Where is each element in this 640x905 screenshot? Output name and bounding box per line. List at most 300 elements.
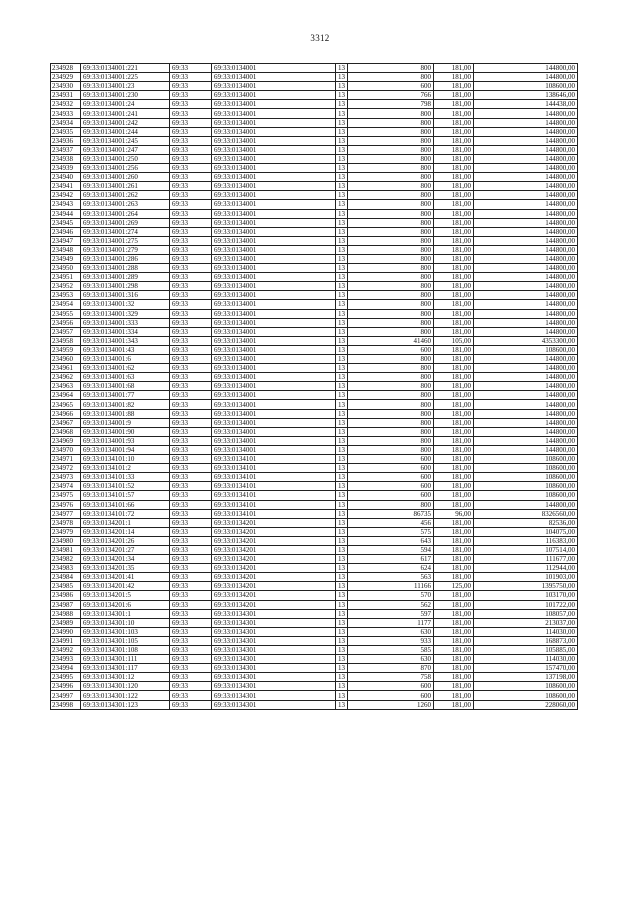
value-cell: 104075,00 — [474, 527, 578, 536]
category-code: 13 — [336, 500, 348, 509]
cadastral-number: 69:33:0134001:77 — [81, 391, 170, 400]
table-row — [51, 318, 578, 327]
table-row — [51, 391, 578, 400]
row-number: 234964 — [51, 391, 81, 400]
table-row — [51, 364, 578, 373]
cadastral-number: 69:33:0134001:286 — [81, 254, 170, 263]
category-code: 13 — [336, 327, 348, 336]
cadastral-quarter: 69:33:0134301 — [212, 646, 336, 655]
cadastral-number: 69:33:0134001:343 — [81, 336, 170, 345]
cadastral-quarter: 69:33:0134001 — [212, 409, 336, 418]
value-cell: 114030,00 — [474, 655, 578, 664]
region-code: 69:33 — [170, 227, 212, 236]
region-code: 69:33 — [170, 100, 212, 109]
cadastral-quarter: 69:33:0134101 — [212, 464, 336, 473]
table-row — [51, 482, 578, 491]
value-cell: 4353300,00 — [474, 336, 578, 345]
category-code: 13 — [336, 600, 348, 609]
table-row — [51, 254, 578, 263]
row-number: 234943 — [51, 200, 81, 209]
region-code: 69:33 — [170, 182, 212, 191]
value-cell: 144800,00 — [474, 109, 578, 118]
region-code: 69:33 — [170, 318, 212, 327]
area-cell: 800 — [348, 236, 434, 245]
rate-cell: 181,00 — [434, 109, 474, 118]
region-code: 69:33 — [170, 164, 212, 173]
row-number: 234967 — [51, 418, 81, 427]
value-cell: 144800,00 — [474, 373, 578, 382]
row-number: 234984 — [51, 573, 81, 582]
value-cell: 144800,00 — [474, 200, 578, 209]
row-number: 234944 — [51, 209, 81, 218]
value-cell: 112944,00 — [474, 564, 578, 573]
cadastral-quarter: 69:33:0134101 — [212, 473, 336, 482]
category-code: 13 — [336, 591, 348, 600]
rate-cell: 181,00 — [434, 173, 474, 182]
cadastral-quarter: 69:33:0134301 — [212, 655, 336, 664]
row-number: 234936 — [51, 136, 81, 145]
value-cell: 108600,00 — [474, 464, 578, 473]
cadastral-quarter: 69:33:0134201 — [212, 545, 336, 554]
region-code: 69:33 — [170, 600, 212, 609]
category-code: 13 — [336, 191, 348, 200]
cadastral-quarter: 69:33:0134001 — [212, 64, 336, 73]
rate-cell: 181,00 — [434, 491, 474, 500]
category-code: 13 — [336, 445, 348, 454]
area-cell: 600 — [348, 464, 434, 473]
value-cell: 144800,00 — [474, 409, 578, 418]
region-code: 69:33 — [170, 427, 212, 436]
area-cell: 600 — [348, 455, 434, 464]
cadastral-number: 69:33:0134001:333 — [81, 318, 170, 327]
value-cell: 144438,00 — [474, 100, 578, 109]
region-code: 69:33 — [170, 91, 212, 100]
cadastral-number: 69:33:0134301:111 — [81, 655, 170, 664]
row-number: 234983 — [51, 564, 81, 573]
cadastral-quarter: 69:33:0134101 — [212, 455, 336, 464]
table-row — [51, 118, 578, 127]
category-code: 13 — [336, 382, 348, 391]
region-code: 69:33 — [170, 236, 212, 245]
category-code: 13 — [336, 264, 348, 273]
table-row — [51, 473, 578, 482]
row-number: 234952 — [51, 282, 81, 291]
cadastral-number: 69:33:0134001:63 — [81, 373, 170, 382]
area-cell: 800 — [348, 427, 434, 436]
rate-cell: 181,00 — [434, 664, 474, 673]
area-cell: 800 — [348, 154, 434, 163]
row-number: 234965 — [51, 400, 81, 409]
area-cell: 800 — [348, 418, 434, 427]
table-row — [51, 636, 578, 645]
cadastral-number: 69:33:0134301:120 — [81, 682, 170, 691]
cadastral-number: 69:33:0134101:52 — [81, 482, 170, 491]
rate-cell: 181,00 — [434, 82, 474, 91]
region-code: 69:33 — [170, 400, 212, 409]
rate-cell: 181,00 — [434, 436, 474, 445]
region-code: 69:33 — [170, 364, 212, 373]
cadastral-number: 69:33:0134001:264 — [81, 209, 170, 218]
cadastral-number: 69:33:0134001:261 — [81, 182, 170, 191]
row-number: 234946 — [51, 227, 81, 236]
area-cell: 870 — [348, 664, 434, 673]
cadastral-number: 69:33:0134001:329 — [81, 309, 170, 318]
area-cell: 800 — [348, 364, 434, 373]
value-cell: 105885,00 — [474, 646, 578, 655]
area-cell: 798 — [348, 100, 434, 109]
region-code: 69:33 — [170, 145, 212, 154]
table-row — [51, 646, 578, 655]
row-number: 234958 — [51, 336, 81, 345]
table-row — [51, 264, 578, 273]
table-row — [51, 409, 578, 418]
rate-cell: 181,00 — [434, 655, 474, 664]
table-row — [51, 282, 578, 291]
row-number: 234928 — [51, 64, 81, 73]
row-number: 234989 — [51, 618, 81, 627]
row-number: 234949 — [51, 254, 81, 263]
rate-cell: 181,00 — [434, 355, 474, 364]
rate-cell: 181,00 — [434, 136, 474, 145]
value-cell: 213037,00 — [474, 618, 578, 627]
area-cell: 933 — [348, 636, 434, 645]
value-cell: 144800,00 — [474, 264, 578, 273]
region-code: 69:33 — [170, 373, 212, 382]
region-code: 69:33 — [170, 409, 212, 418]
table-row — [51, 627, 578, 636]
table-row — [51, 373, 578, 382]
table-row — [51, 518, 578, 527]
category-code: 13 — [336, 209, 348, 218]
value-cell: 144800,00 — [474, 282, 578, 291]
cadastral-number: 69:33:0134001:334 — [81, 327, 170, 336]
cadastral-quarter: 69:33:0134101 — [212, 482, 336, 491]
cadastral-number: 69:33:0134001:269 — [81, 218, 170, 227]
row-number: 234996 — [51, 682, 81, 691]
value-cell: 144800,00 — [474, 318, 578, 327]
cadastral-number: 69:33:0134001:9 — [81, 418, 170, 427]
row-number: 234955 — [51, 309, 81, 318]
cadastral-quarter: 69:33:0134301 — [212, 636, 336, 645]
row-number: 234985 — [51, 582, 81, 591]
rate-cell: 181,00 — [434, 636, 474, 645]
value-cell: 108600,00 — [474, 82, 578, 91]
region-code: 69:33 — [170, 245, 212, 254]
category-code: 13 — [336, 400, 348, 409]
rate-cell: 96,00 — [434, 509, 474, 518]
category-code: 13 — [336, 173, 348, 182]
category-code: 13 — [336, 318, 348, 327]
value-cell: 1395750,00 — [474, 582, 578, 591]
cadastral-quarter: 69:33:0134201 — [212, 600, 336, 609]
area-cell: 800 — [348, 64, 434, 73]
rate-cell: 181,00 — [434, 564, 474, 573]
category-code: 13 — [336, 64, 348, 73]
cadastral-quarter: 69:33:0134101 — [212, 491, 336, 500]
category-code: 13 — [336, 236, 348, 245]
cadastral-quarter: 69:33:0134201 — [212, 518, 336, 527]
region-code: 69:33 — [170, 545, 212, 554]
category-code: 13 — [336, 564, 348, 573]
cadastral-quarter: 69:33:0134301 — [212, 673, 336, 682]
area-cell: 800 — [348, 382, 434, 391]
region-code: 69:33 — [170, 555, 212, 564]
area-cell: 624 — [348, 564, 434, 573]
area-cell: 800 — [348, 218, 434, 227]
cadastral-number: 69:33:0134001:279 — [81, 245, 170, 254]
row-number: 234959 — [51, 345, 81, 354]
rate-cell: 105,00 — [434, 336, 474, 345]
cadastral-quarter: 69:33:0134001 — [212, 327, 336, 336]
area-cell: 1260 — [348, 700, 434, 709]
category-code: 13 — [336, 509, 348, 518]
table-row — [51, 154, 578, 163]
area-cell: 456 — [348, 518, 434, 527]
table-row — [51, 418, 578, 427]
rate-cell: 125,00 — [434, 582, 474, 591]
area-cell: 800 — [348, 373, 434, 382]
cadastral-quarter: 69:33:0134001 — [212, 373, 336, 382]
cadastral-number: 69:33:0134001:242 — [81, 118, 170, 127]
table-row — [51, 136, 578, 145]
category-code: 13 — [336, 582, 348, 591]
table-row — [51, 382, 578, 391]
region-code: 69:33 — [170, 282, 212, 291]
category-code: 13 — [336, 436, 348, 445]
cadastral-quarter: 69:33:0134001 — [212, 182, 336, 191]
cadastral-quarter: 69:33:0134001 — [212, 264, 336, 273]
cadastral-quarter: 69:33:0134001 — [212, 245, 336, 254]
cadastral-number: 69:33:0134001:68 — [81, 382, 170, 391]
cadastral-quarter: 69:33:0134201 — [212, 527, 336, 536]
table-row — [51, 536, 578, 545]
region-code: 69:33 — [170, 573, 212, 582]
value-cell: 144800,00 — [474, 427, 578, 436]
region-code: 69:33 — [170, 382, 212, 391]
table-row — [51, 182, 578, 191]
row-number: 234951 — [51, 273, 81, 282]
rate-cell: 181,00 — [434, 482, 474, 491]
cadastral-number: 69:33:0134001:274 — [81, 227, 170, 236]
row-number: 234979 — [51, 527, 81, 536]
value-cell: 108600,00 — [474, 473, 578, 482]
category-code: 13 — [336, 545, 348, 554]
category-code: 13 — [336, 309, 348, 318]
value-cell: 144800,00 — [474, 273, 578, 282]
rate-cell: 181,00 — [434, 164, 474, 173]
table-row — [51, 609, 578, 618]
table-row — [51, 191, 578, 200]
area-cell: 800 — [348, 500, 434, 509]
value-cell: 82536,00 — [474, 518, 578, 527]
cadastral-quarter: 69:33:0134001 — [212, 345, 336, 354]
region-code: 69:33 — [170, 455, 212, 464]
value-cell: 144800,00 — [474, 364, 578, 373]
table-row — [51, 127, 578, 136]
area-cell: 575 — [348, 527, 434, 536]
area-cell: 562 — [348, 600, 434, 609]
category-code: 13 — [336, 536, 348, 545]
cadastral-number: 69:33:0134101:2 — [81, 464, 170, 473]
cadastral-quarter: 69:33:0134101 — [212, 509, 336, 518]
rate-cell: 181,00 — [434, 445, 474, 454]
cadastral-quarter: 69:33:0134001 — [212, 382, 336, 391]
row-number: 234988 — [51, 609, 81, 618]
cadastral-quarter: 69:33:0134001 — [212, 118, 336, 127]
cadastral-number: 69:33:0134201:42 — [81, 582, 170, 591]
value-cell: 144800,00 — [474, 309, 578, 318]
value-cell: 108600,00 — [474, 345, 578, 354]
value-cell: 138646,00 — [474, 91, 578, 100]
value-cell: 107514,00 — [474, 545, 578, 554]
region-code: 69:33 — [170, 82, 212, 91]
row-number: 234970 — [51, 445, 81, 454]
cadastral-quarter: 69:33:0134001 — [212, 209, 336, 218]
category-code: 13 — [336, 109, 348, 118]
category-code: 13 — [336, 527, 348, 536]
value-cell: 111677,00 — [474, 555, 578, 564]
area-cell: 800 — [348, 391, 434, 400]
area-cell: 800 — [348, 409, 434, 418]
rate-cell: 181,00 — [434, 345, 474, 354]
rate-cell: 181,00 — [434, 609, 474, 618]
value-cell: 108600,00 — [474, 491, 578, 500]
region-code: 69:33 — [170, 291, 212, 300]
rate-cell: 181,00 — [434, 627, 474, 636]
cadastral-quarter: 69:33:0134001 — [212, 236, 336, 245]
region-code: 69:33 — [170, 464, 212, 473]
cadastral-quarter: 69:33:0134001 — [212, 427, 336, 436]
category-code: 13 — [336, 336, 348, 345]
area-cell: 766 — [348, 91, 434, 100]
category-code: 13 — [336, 300, 348, 309]
category-code: 13 — [336, 464, 348, 473]
region-code: 69:33 — [170, 345, 212, 354]
row-number: 234982 — [51, 555, 81, 564]
value-cell: 144800,00 — [474, 327, 578, 336]
cadastral-number: 69:33:0134101:72 — [81, 509, 170, 518]
area-cell: 600 — [348, 82, 434, 91]
region-code: 69:33 — [170, 445, 212, 454]
table-row — [51, 573, 578, 582]
category-code: 13 — [336, 691, 348, 700]
value-cell: 144800,00 — [474, 154, 578, 163]
table-row — [51, 218, 578, 227]
table-row — [51, 591, 578, 600]
category-code: 13 — [336, 136, 348, 145]
area-cell: 800 — [348, 191, 434, 200]
cadastral-number: 69:33:0134001:247 — [81, 145, 170, 154]
category-code: 13 — [336, 682, 348, 691]
region-code: 69:33 — [170, 673, 212, 682]
category-code: 13 — [336, 455, 348, 464]
category-code: 13 — [336, 573, 348, 582]
value-cell: 114030,00 — [474, 627, 578, 636]
cadastral-number: 69:33:0134201:1 — [81, 518, 170, 527]
category-code: 13 — [336, 82, 348, 91]
region-code: 69:33 — [170, 564, 212, 573]
region-code: 69:33 — [170, 273, 212, 282]
area-cell: 600 — [348, 691, 434, 700]
region-code: 69:33 — [170, 500, 212, 509]
row-number: 234930 — [51, 82, 81, 91]
cadastral-number: 69:33:0134001:90 — [81, 427, 170, 436]
value-cell: 144800,00 — [474, 227, 578, 236]
table-row — [51, 445, 578, 454]
value-cell: 144800,00 — [474, 127, 578, 136]
region-code: 69:33 — [170, 118, 212, 127]
row-number: 234990 — [51, 627, 81, 636]
table-row — [51, 145, 578, 154]
table-row — [51, 655, 578, 664]
category-code: 13 — [336, 473, 348, 482]
value-cell: 103170,00 — [474, 591, 578, 600]
cadastral-quarter: 69:33:0134001 — [212, 91, 336, 100]
category-code: 13 — [336, 482, 348, 491]
rate-cell: 181,00 — [434, 418, 474, 427]
cadastral-quarter: 69:33:0134001 — [212, 218, 336, 227]
cadastral-quarter: 69:33:0134201 — [212, 564, 336, 573]
rate-cell: 181,00 — [434, 527, 474, 536]
rate-cell: 181,00 — [434, 127, 474, 136]
cadastral-number: 69:33:0134201:27 — [81, 545, 170, 554]
rate-cell: 181,00 — [434, 264, 474, 273]
value-cell: 108600,00 — [474, 482, 578, 491]
table-row — [51, 73, 578, 82]
region-code: 69:33 — [170, 418, 212, 427]
cadastral-quarter: 69:33:0134201 — [212, 536, 336, 545]
region-code: 69:33 — [170, 391, 212, 400]
rate-cell: 181,00 — [434, 154, 474, 163]
table-row — [51, 109, 578, 118]
cadastral-number: 69:33:0134301:10 — [81, 618, 170, 627]
area-cell: 617 — [348, 555, 434, 564]
cadastral-number: 69:33:0134001:6 — [81, 355, 170, 364]
cadastral-number: 69:33:0134001:260 — [81, 173, 170, 182]
category-code: 13 — [336, 164, 348, 173]
rate-cell: 181,00 — [434, 409, 474, 418]
area-cell: 800 — [348, 309, 434, 318]
cadastral-quarter: 69:33:0134001 — [212, 273, 336, 282]
area-cell: 800 — [348, 273, 434, 282]
rate-cell: 181,00 — [434, 364, 474, 373]
table-body — [51, 64, 578, 710]
row-number: 234975 — [51, 491, 81, 500]
rate-cell: 181,00 — [434, 64, 474, 73]
category-code: 13 — [336, 154, 348, 163]
cadastral-number: 69:33:0134301:1 — [81, 609, 170, 618]
row-number: 234987 — [51, 600, 81, 609]
area-cell: 800 — [348, 327, 434, 336]
row-number: 234974 — [51, 482, 81, 491]
table-row — [51, 91, 578, 100]
region-code: 69:33 — [170, 646, 212, 655]
value-cell: 144800,00 — [474, 164, 578, 173]
table-row — [51, 555, 578, 564]
area-cell: 570 — [348, 591, 434, 600]
value-cell: 144800,00 — [474, 300, 578, 309]
region-code: 69:33 — [170, 127, 212, 136]
cadastral-number: 69:33:0134301:12 — [81, 673, 170, 682]
cadastral-quarter: 69:33:0134201 — [212, 591, 336, 600]
area-cell: 1177 — [348, 618, 434, 627]
cadastral-number: 69:33:0134001:250 — [81, 154, 170, 163]
cadastral-number: 69:33:0134001:32 — [81, 300, 170, 309]
table-row — [51, 691, 578, 700]
value-cell: 8326560,00 — [474, 509, 578, 518]
category-code: 13 — [336, 627, 348, 636]
table-row — [51, 209, 578, 218]
